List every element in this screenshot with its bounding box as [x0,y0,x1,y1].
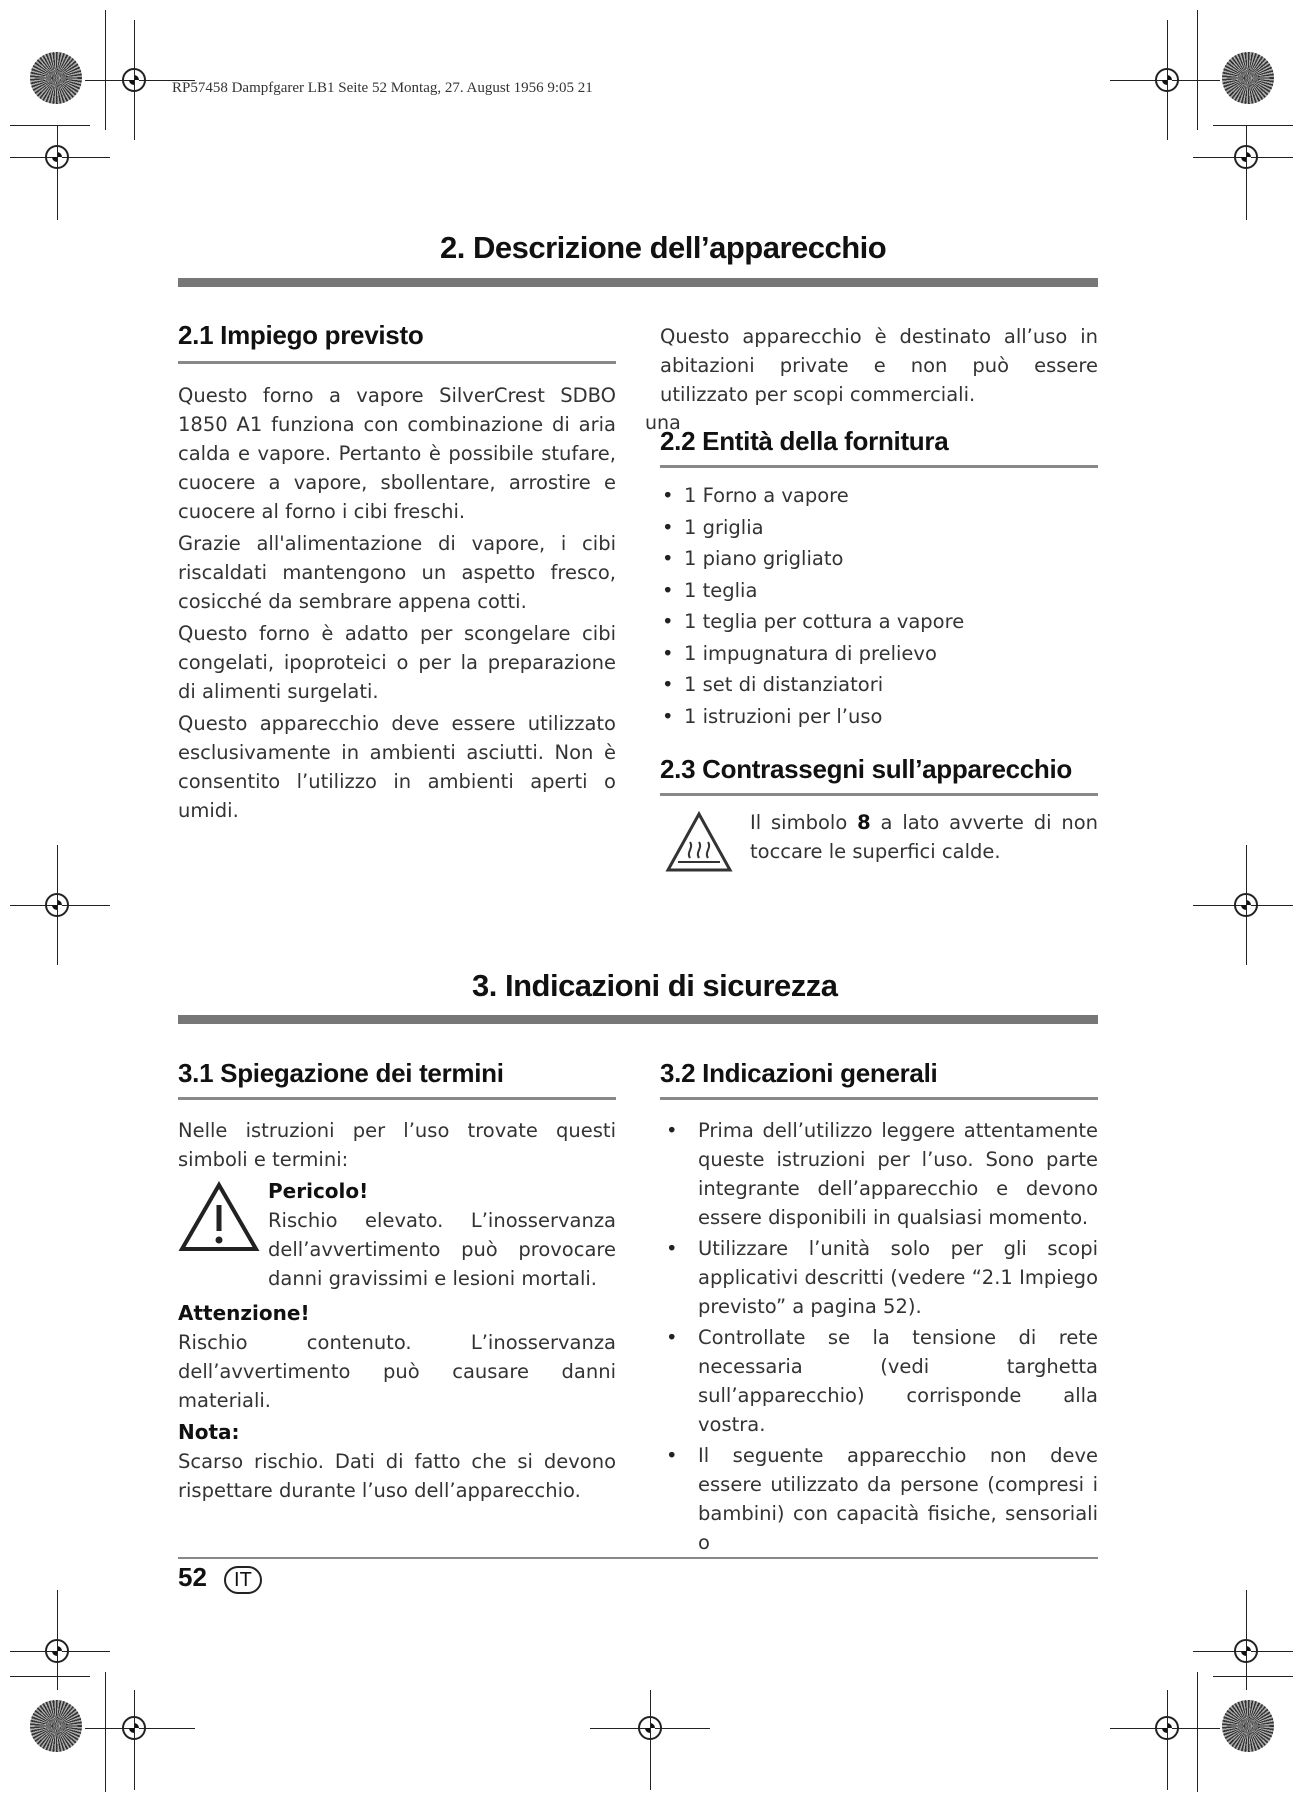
page-footer [178,1562,262,1594]
warning-text: Rischio contenuto. L’inosservanza dell’avvertimento può causare danni materiali. [178,1331,616,1412]
stray-text: una [645,412,681,434]
section-rule [178,1015,1098,1024]
subsection-rule [178,361,616,364]
footer-rule [178,1557,1098,1559]
symbol-description: Il simbolo 8 a lato avverte di non toccare le superfici calde. [750,811,1099,863]
danger-text: Rischio elevato. L’inosservanza dell’avvertimento può provocare danni gravissimi e lesioni mortali. [268,1209,616,1290]
color-star-icon [1222,52,1274,104]
hot-surface-warning-icon [664,810,734,874]
color-star-icon [30,52,82,104]
paragraph: Questo forno è adatto per scongelare cibi congelati, ipoproteici o per la preparazione di alimenti surgelati. [178,622,616,703]
color-star-icon [1222,1700,1274,1752]
color-star-icon [30,1700,82,1752]
note-text: Scarso rischio. Dati di fatto che si devono rispettare durante l’uso dell’apparecchio. [178,1450,616,1502]
subsection-rule [660,1097,1098,1100]
list-item: • Controllate se la tensione di rete necessaria (vedi targhetta sull’apparecchio) corrisponde alla vostra. [660,1323,1098,1439]
list-item: • Prima dell’utilizzo leggere attentamente queste istruzioni per l’uso. Sono parte integrante dell’apparecchio e devono essere disponibili in qualsiasi momento. [660,1116,1098,1232]
list-item: • 1 piano grigliato [660,543,1098,575]
page-number: 52 [178,1562,207,1592]
subsection-title: 2.1 Impiego previsto [178,320,424,350]
subsection-rule [660,793,1098,796]
paragraph: Questo forno a vapore SilverCrest SDBO 1850 A1 funziona con combinazione di aria calda e vapore. Pertanto è possibile stufare, cuocere a vapore, sbollentare, arrostire e cuocere al forno i cibi freschi. [178,384,616,523]
section-title: 2. Descrizione dell’apparecchio [440,230,887,265]
note-label: Nota: [178,1420,240,1444]
list-item: • 1 istruzioni per l’uso [660,701,1098,733]
section-title: 3. Indicazioni di sicurezza [472,968,838,1003]
print-slug: RP57458 Dampfgarer LB1 Seite 52 Montag, 27. August 1956 9:05 21 [172,80,593,96]
language-badge: IT [224,1566,262,1594]
subsection-title: 2.3 Contrassegni sull’apparecchio [660,754,1073,784]
paragraph: Grazie all'alimentazione di vapore, i cibi riscaldati mantengono un aspetto fresco, cosicché da sembrare appena cotti. [178,532,616,613]
list-item: • 1 impugnatura di prelievo [660,638,1098,670]
list-item: • 1 teglia per cottura a vapore [660,606,1098,638]
paragraph: Nelle istruzioni per l’uso trovate questi simboli e termini: [178,1119,616,1171]
paragraph: Questo apparecchio è destinato all’uso in abitazioni private e non può essere utilizzato per scopi commerciali. [660,325,1098,406]
paragraph: Questo apparecchio deve essere utilizzato esclusivamente in ambienti asciutti. Non è consentito l’utilizzo in ambienti aperti o umidi. [178,712,616,822]
subsection-rule [660,465,1098,468]
subsection-rule [178,1097,616,1100]
section-rule [178,278,1098,287]
warning-label: Attenzione! [178,1301,310,1325]
danger-label: Pericolo! [268,1179,369,1203]
list-item: • Utilizzare l’unità solo per gli scopi applicativi descritti (vedere “2.1 Impiego previsto” a pagina 52). [660,1234,1098,1321]
list-item: • 1 griglia [660,512,1098,544]
subsection-title: 3.1 Spiegazione dei termini [178,1058,504,1088]
danger-warning-icon [178,1181,260,1253]
subsection-title: 2.2 Entità della fornitura [660,426,949,456]
subsection-title: 3.2 Indicazioni generali [660,1058,938,1088]
list-item: • 1 teglia [660,575,1098,607]
list-item: • Il seguente apparecchio non deve essere utilizzato da persone (compresi i bambini) con capacità fisiche, sensoriali o [660,1441,1098,1557]
list-item: • 1 set di distanziatori [660,669,1098,701]
list-item: • 1 Forno a vapore [660,480,1098,512]
